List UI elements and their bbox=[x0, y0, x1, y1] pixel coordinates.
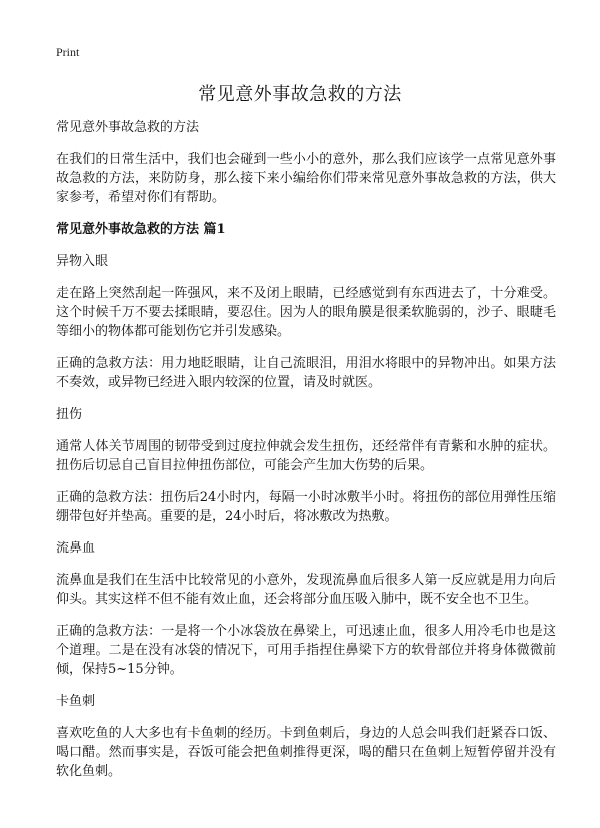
article-subtitle: 常见意外事故急救的方法 bbox=[56, 120, 200, 135]
paragraph: 通常人体关节周围的韧带受到过度拉伸就会发生扭伤，还经常伴有青紫和水肿的症状。扭伤后切忌自己盲目拉伸扭伤部位，可能会产生加大伤势的后果。 bbox=[56, 439, 556, 473]
paragraph: 正确的急救方法：一是将一个小冰袋放在鼻梁上，可迅速止血，很多人用冷毛巾也是这个道理。二是在没有冰袋的情况下，可用手指捏住鼻梁下方的软骨部位并将身体微微前倾，保持5~15分钟。 bbox=[56, 624, 556, 677]
topic-label-sprain: 扭伤 bbox=[56, 407, 83, 422]
section-heading: 常见意外事故急救的方法 篇1 bbox=[56, 222, 226, 237]
topic-label-nosebleed: 流鼻血 bbox=[56, 541, 96, 556]
paragraph: 走在路上突然刮起一阵强风，来不及闭上眼睛，已经感觉到有东西进去了，十分难受。这个时候千万不要去揉眼睛，要忍住。因为人的眼角膜是很柔软脆弱的，沙子、眼睫毛等细小的物体都可能划伤它并引发感染。 bbox=[56, 286, 556, 339]
paragraph: 喜欢吃鱼的人大多也有卡鱼刺的经历。卡到鱼刺后，身边的人总会叫我们赶紧吞口饭、喝口醋。然而事实是，吞饭可能会把鱼刺推得更深，喝的醋只在鱼刺上短暂停留并没有软化鱼刺。 bbox=[56, 726, 556, 779]
paragraph: 正确的急救方法：用力地眨眼睛，让自己流眼泪，用泪水将眼中的异物冲出。如果方法不奏效，或异物已经进入眼内较深的位置，请及时就医。 bbox=[56, 356, 556, 390]
intro-paragraph: 在我们的日常生活中，我们也会碰到一些小小的意外，那么我们应该学一点常见意外事故急救的方法，来防防身，那么接下来小编给你们带来常见意外事故急救的方法，供大家参考，希望对你们有帮助。 bbox=[56, 152, 556, 205]
paragraph: 流鼻血是我们在生活中比较常见的小意外，发现流鼻血后很多人第一反应就是用力向后仰头。其实这样不但不能有效止血，还会将部分血压吸入肺中，既不安全也不卫生。 bbox=[56, 573, 556, 607]
topic-label-fishbone: 卡鱼刺 bbox=[56, 694, 96, 709]
topic-label-foreign-body: 异物入眼 bbox=[56, 254, 109, 269]
print-link[interactable]: Print bbox=[56, 45, 80, 59]
article-body bbox=[56, 118, 556, 794]
page-title: 常见意外事故急救的方法 bbox=[198, 84, 402, 105]
paragraph: 正确的急救方法：扭伤后24小时内，每隔一小时冰敷半小时。将扭伤的部位用弹性压缩绷带包好并垫高。重要的是，24小时后，将冰敷改为热敷。 bbox=[56, 490, 556, 524]
